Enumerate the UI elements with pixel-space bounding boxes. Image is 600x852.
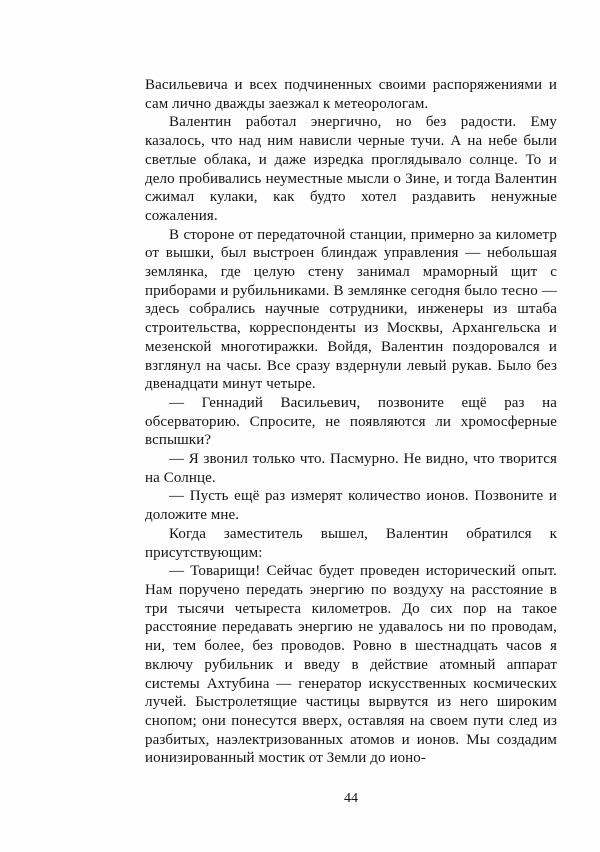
paragraph: — Товарищи! Сейчас будет проведен исторический опыт. Нам поручено передать энергию по воздуху на расстояние в три тысячи четыреста километров. До сих пор на такое расстояние передавать энергию не удавалось ни по проводам, ни, тем более, без проводов. Ровно в шестнадцать часов я включу рубильник и введу в действие атомный аппарат системы Ахтубина — генератор искусственных космических лучей. Быстролетящие частицы вырвутся из него широким снопом; они понесутся вверх, оставляя на своем пути след из разбитых, наэлектризованных атомов и ионов. Мы создадим ионизированный мостик от Земли до ионо- (145, 563, 557, 767)
paragraph: Валентин работал энергично, но без радости. Ему казалось, что над ним нависли черные тучи. А на небе были светлые облака, и даже изредка проглядывало солнце. То и дело пробивались неуместные мысли о Зине, и тогда Валентин сжимал кулаки, как будто хотел раздавить ненужные сожаления. (145, 114, 557, 224)
paragraph: Васильевича и всех подчиненных своими распоряжениями и сам лично дважды заезжал к метеорологам. (145, 77, 557, 112)
paragraph: Когда заместитель вышел, Валентин обратился к присутствующим: (145, 525, 557, 561)
paragraph: В стороне от передаточной станции, примерно за километр от вышки, был выстроен блиндаж управления — небольшая землянка, где целую стену занимал мраморный щит с приборами и рубильниками. В землянке сегодня было тесно — здесь собрались научные сотрудники, инженеры из штаба строительства, корреспонденты из Москвы, Архангельска и мезенской многотиражки. Войдя, Валентин поздоровался и взглянул на часы. Все сразу вздернули левый рукав. Было без двенадцати минут четыре. (145, 226, 557, 393)
paragraph: — Геннадий Васильевич, позвоните ещё раз на обсерваторию. Спросите, не появляются ли хромосферные вспышки? (145, 394, 557, 449)
text-column (145, 76, 557, 768)
page-number: 44 (344, 791, 358, 806)
paragraph: — Пусть ещё раз измерят количество ионов. Позвоните и доложите мне. (145, 488, 557, 524)
paragraph: — Я звонил только что. Пасмурно. Не видно, что творится на Солнце. (145, 451, 557, 486)
